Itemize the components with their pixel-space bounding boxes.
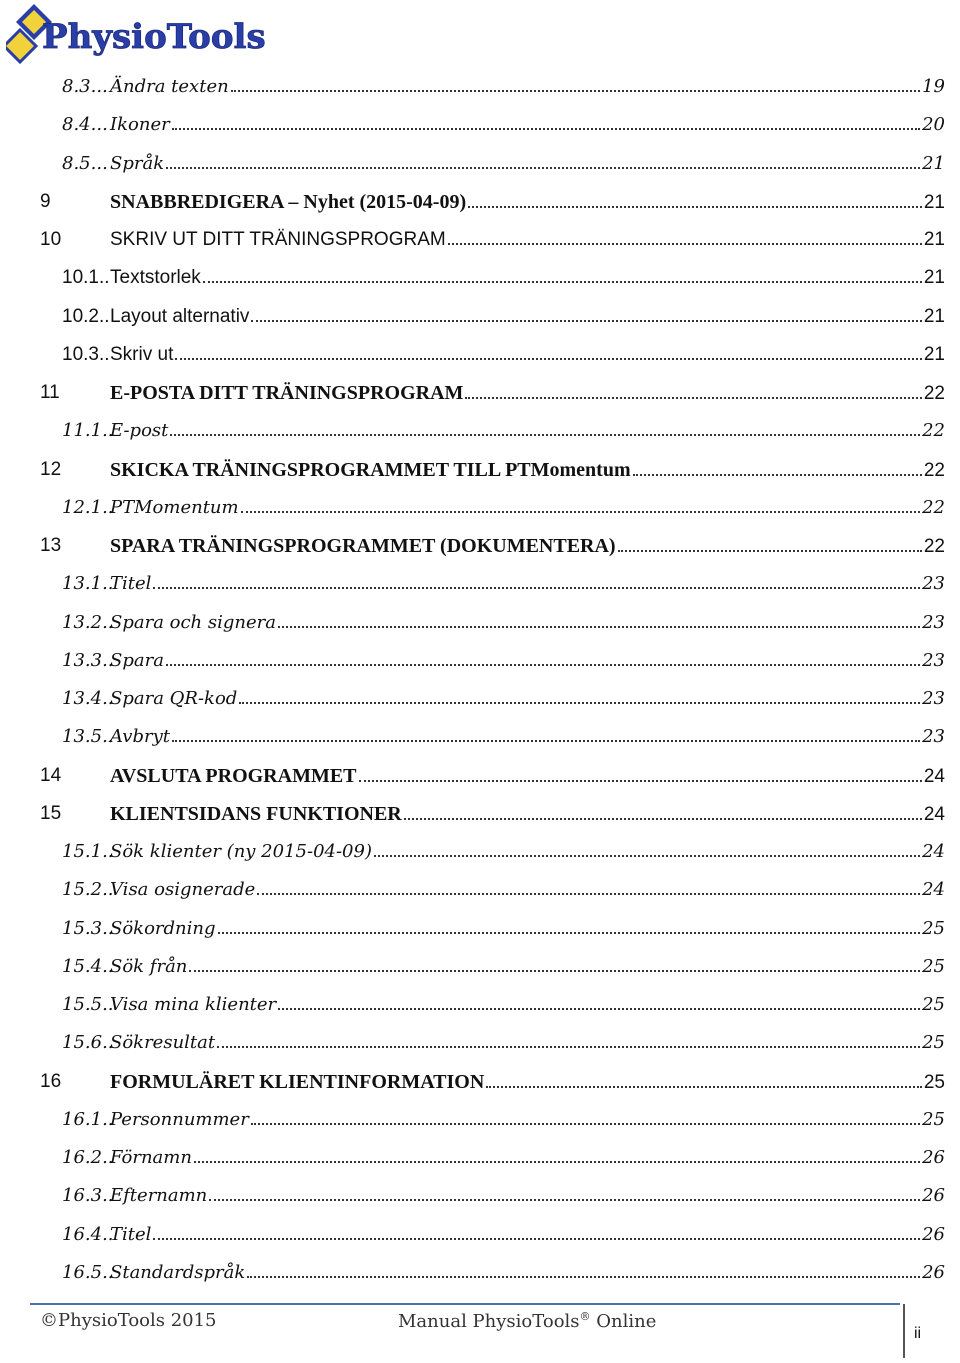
toc-number: 16 — [40, 1070, 62, 1092]
toc-entry[interactable] — [0, 1143, 960, 1173]
toc-number: 15 — [40, 802, 62, 824]
toc-entry[interactable] — [0, 646, 960, 676]
toc-entry[interactable] — [0, 608, 960, 638]
toc-title: Sökresultat — [110, 1032, 216, 1054]
toc-leader-dots — [618, 550, 922, 552]
toc-page-number: 21 — [923, 305, 945, 327]
registered-mark: ® — [579, 1310, 591, 1323]
toc-title: SKICKA TRÄNINGSPROGRAMMET TILL PTMomentum — [110, 458, 631, 481]
toc-leader-dots — [217, 1046, 920, 1048]
toc-number: 8.4... — [62, 114, 108, 136]
toc-page-number: 22 — [922, 420, 945, 442]
footer-divider — [903, 1304, 905, 1358]
toc-entry[interactable] — [0, 837, 960, 867]
toc-number: 8.3... — [62, 76, 108, 97]
toc-title: Titel — [110, 1223, 152, 1245]
toc-leader-dots — [194, 1161, 920, 1163]
toc-number: 15.1.. — [62, 841, 114, 862]
toc-title: Spara — [110, 649, 164, 671]
toc-title: Spara QR-kod — [110, 688, 238, 709]
toc-leader-dots — [359, 780, 922, 782]
toc-leader-dots — [189, 970, 920, 972]
toc-leader-dots — [247, 1276, 920, 1278]
toc-number: 16.2.. — [62, 1147, 114, 1168]
toc-title: E-POSTA DITT TRÄNINGSPROGRAM — [110, 382, 464, 404]
toc-entry[interactable] — [0, 1105, 960, 1135]
toc-number: 13 — [40, 535, 62, 556]
toc-entry[interactable] — [0, 990, 960, 1020]
toc-page-number: 23 — [922, 573, 945, 595]
toc-number: 11 — [40, 382, 60, 403]
toc-number: 15.2.. — [62, 879, 114, 901]
toc-leader-dots — [172, 128, 920, 130]
toc-number: 11.1.. — [62, 420, 114, 442]
toc-number: 13.1.. — [62, 573, 114, 595]
toc-page-number: 23 — [922, 649, 945, 671]
toc-leader-dots — [633, 474, 922, 476]
toc-number: 16.4.. — [62, 1223, 114, 1245]
toc-entry[interactable] — [0, 455, 960, 485]
toc-leader-dots — [166, 664, 920, 666]
toc-number: 16.5.. — [62, 1261, 114, 1283]
toc-leader-dots — [239, 702, 920, 704]
toc-number: 13.4.. — [62, 688, 114, 709]
toc-number: 13.2.. — [62, 611, 114, 633]
toc-title: Avbryt — [110, 726, 170, 748]
toc-page-number: 26 — [922, 1147, 945, 1168]
toc-page-number: 23 — [922, 688, 945, 709]
toc-title: PTMomentum — [110, 496, 239, 518]
toc-title: Visa osignerade — [110, 879, 256, 901]
toc-title: Personnummer — [110, 1108, 249, 1130]
toc-page-number: 24 — [922, 879, 945, 901]
toc-leader-dots — [448, 243, 922, 245]
toc-entry[interactable] — [0, 875, 960, 905]
toc-title: FORMULÄRET KLIENTINFORMATION — [110, 1070, 485, 1093]
toc-title: Sökordning — [110, 917, 216, 939]
toc-page-number: 25 — [923, 1071, 945, 1093]
toc-entry[interactable] — [0, 1220, 960, 1250]
toc-number: 12 — [40, 458, 62, 480]
toc-page-number: 25 — [922, 1108, 945, 1130]
toc-number: 15.3.. — [62, 917, 114, 939]
toc-title: Ikoner — [110, 114, 170, 136]
toc-page-number: 25 — [922, 917, 945, 939]
toc-entry[interactable] — [0, 263, 960, 293]
toc-leader-dots — [278, 1008, 920, 1010]
toc-title: Textstorlek — [110, 267, 201, 289]
toc-number: 10.1.. — [62, 267, 110, 289]
toc-leader-dots — [218, 932, 921, 934]
toc-leader-dots — [166, 167, 920, 169]
footer-page-number: ii — [914, 1325, 922, 1342]
toc-number: 9 — [40, 190, 51, 212]
toc-page-number: 25 — [922, 955, 945, 977]
toc-page-number: 21 — [923, 343, 945, 365]
toc-leader-dots — [241, 511, 921, 513]
toc-page-number: 24 — [923, 765, 945, 787]
manual-title-text: Manual PhysioTools — [398, 1311, 580, 1332]
toc-entry[interactable] — [0, 722, 960, 752]
toc-page-number: 22 — [923, 459, 945, 481]
toc-number: 15.6.. — [62, 1032, 114, 1054]
toc-number: 15.4.. — [62, 955, 114, 977]
toc-leader-dots — [231, 90, 920, 92]
toc-entry[interactable] — [0, 1067, 960, 1097]
toc-title: Standardspråk — [110, 1261, 246, 1283]
footer-copyright: ©PhysioTools 2015 — [40, 1310, 217, 1331]
toc-entry[interactable] — [0, 416, 960, 446]
toc-page-number: 25 — [922, 994, 945, 1015]
footer-rule — [30, 1303, 900, 1305]
toc-title: Titel — [110, 573, 152, 595]
toc-title: Ändra texten — [110, 76, 229, 97]
toc-number: 8.5... — [62, 152, 108, 174]
toc-leader-dots — [175, 358, 922, 360]
toc-entry[interactable] — [0, 761, 960, 791]
toc-leader-dots — [465, 397, 921, 399]
toc-leader-dots — [251, 320, 921, 322]
toc-entry[interactable] — [0, 952, 960, 982]
toc-title: Sök från — [110, 955, 188, 977]
toc-number: 12.1.. — [62, 496, 114, 518]
toc-leader-dots — [251, 1123, 920, 1125]
toc-title: SNABBREDIGERA – Nyhet (2015-04-09) — [110, 190, 467, 213]
toc-page-number: 22 — [922, 496, 945, 518]
toc-entry[interactable] — [0, 187, 960, 217]
toc-title: Efternamn — [110, 1185, 208, 1207]
footer-manual-title — [398, 1310, 656, 1332]
toc-title: Skriv ut — [110, 343, 174, 365]
toc-title: Spara och signera — [110, 611, 276, 633]
toc-title: Layout alternativ — [110, 305, 250, 327]
toc-entry[interactable] — [0, 302, 960, 332]
toc-page-number: 25 — [922, 1032, 945, 1054]
toc-number: 15.5.. — [62, 994, 114, 1015]
toc-leader-dots — [170, 434, 920, 436]
toc-leader-dots — [172, 740, 920, 742]
toc-leader-dots — [374, 855, 920, 857]
toc-number: 16.1.. — [62, 1108, 114, 1130]
toc-title: KLIENTSIDANS FUNKTIONER — [110, 802, 402, 825]
toc-page-number: 21 — [922, 152, 945, 174]
toc-title: Sök klienter (ny 2015-04-09) — [110, 841, 372, 862]
toc-entry[interactable] — [0, 378, 960, 408]
toc-title: Visa mina klienter — [110, 994, 277, 1015]
toc-entry[interactable] — [0, 72, 960, 102]
toc-title: SKRIV UT DITT TRÄNINGSPROGRAM — [110, 229, 446, 250]
toc-page-number: 21 — [923, 267, 945, 289]
toc-number: 13.3.. — [62, 649, 114, 671]
toc-entry[interactable] — [0, 914, 960, 944]
toc-title: SPARA TRÄNINGSPROGRAMMET (DOKUMENTERA) — [110, 535, 616, 557]
toc-leader-dots — [153, 587, 920, 589]
toc-page-number: 21 — [923, 229, 945, 250]
toc-page-number: 21 — [923, 191, 945, 213]
toc-page-number: 26 — [922, 1185, 945, 1207]
toc-entry[interactable] — [0, 531, 960, 561]
toc-number: 10 — [40, 229, 62, 250]
manual-title-suffix: Online — [590, 1311, 657, 1332]
toc-entry[interactable] — [0, 493, 960, 523]
toc-number: 10.3.. — [62, 343, 110, 365]
toc-entry[interactable] — [0, 569, 960, 599]
toc-leader-dots — [257, 893, 920, 895]
logo-wordmark: PhysioTools — [42, 17, 266, 57]
toc-leader-dots — [468, 206, 922, 208]
toc-page-number: 22 — [923, 536, 945, 557]
toc-leader-dots — [404, 818, 922, 820]
physiotools-logo — [6, 2, 266, 64]
toc-entry[interactable] — [0, 225, 960, 255]
toc-page-number: 26 — [922, 1223, 945, 1245]
toc-title: Språk — [110, 152, 165, 174]
toc-leader-dots — [153, 1238, 920, 1240]
toc-entry[interactable] — [0, 149, 960, 179]
toc-page-number: 24 — [922, 841, 945, 862]
toc-number: 13.5.. — [62, 726, 114, 748]
toc-leader-dots — [278, 626, 920, 628]
toc-number: 16.3.. — [62, 1185, 114, 1207]
toc-title: E-post — [110, 420, 169, 442]
toc-page-number: 24 — [923, 803, 945, 825]
toc-entry[interactable] — [0, 799, 960, 829]
toc-leader-dots — [203, 281, 922, 283]
toc-entry[interactable] — [0, 1258, 960, 1288]
toc-number: 10.2.. — [62, 305, 110, 327]
toc-entry[interactable] — [0, 340, 960, 370]
toc-page-number: 19 — [922, 76, 945, 97]
toc-page-number: 22 — [923, 383, 945, 404]
toc-title: Förnamn — [110, 1147, 192, 1168]
toc-title: AVSLUTA PROGRAMMET — [110, 764, 357, 787]
toc-leader-dots — [486, 1086, 922, 1088]
toc-page-number: 23 — [922, 726, 945, 748]
toc-page-number: 20 — [922, 114, 945, 136]
toc-entry[interactable] — [0, 684, 960, 714]
toc-leader-dots — [209, 1199, 920, 1201]
toc-page-number: 23 — [922, 611, 945, 633]
toc-entry[interactable] — [0, 1028, 960, 1058]
toc-page-number: 26 — [922, 1261, 945, 1283]
toc-number: 14 — [40, 764, 62, 786]
toc-entry[interactable] — [0, 110, 960, 140]
toc-entry[interactable] — [0, 1181, 960, 1211]
